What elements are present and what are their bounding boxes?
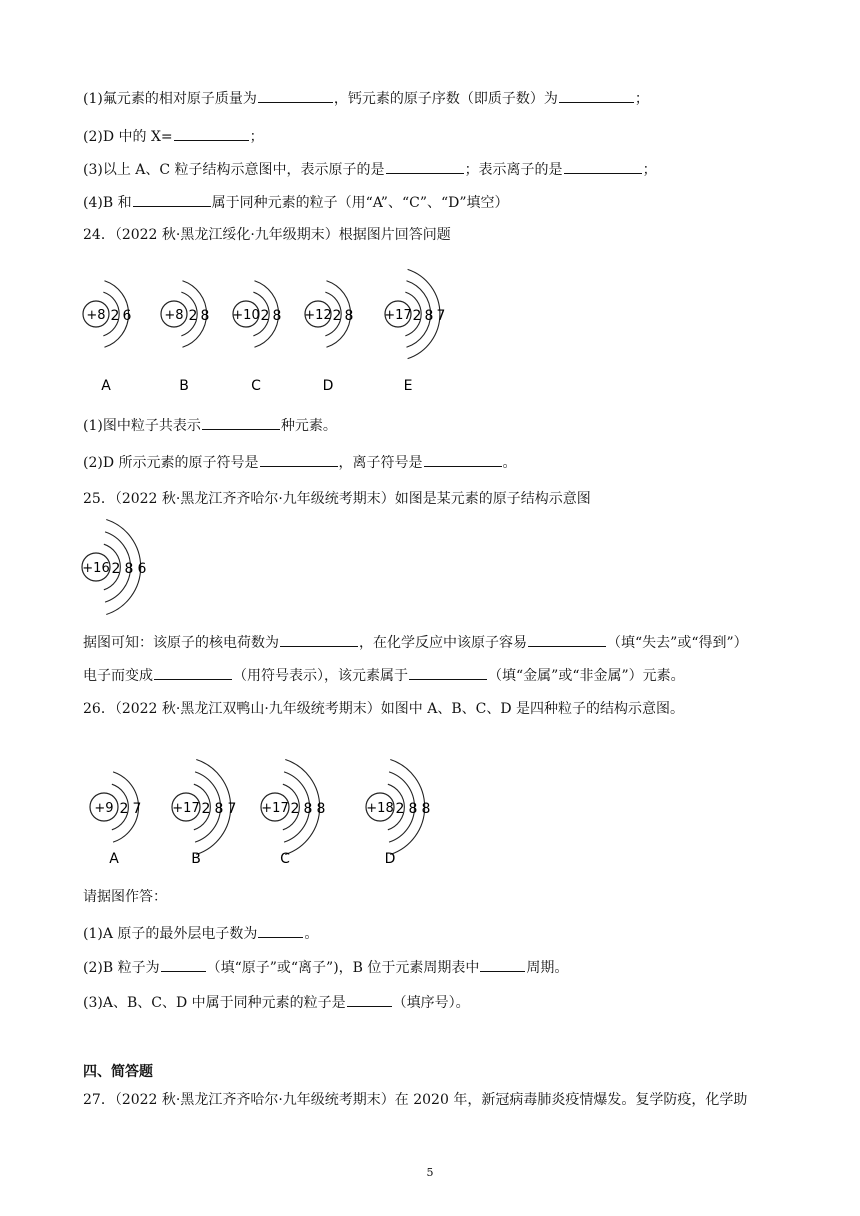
answer-blank[interactable] — [564, 159, 642, 174]
shell-electron-count: 8 — [214, 801, 224, 817]
atom-diagram — [384, 269, 445, 394]
atom-diagram — [82, 520, 147, 615]
atom-diagram — [304, 281, 353, 394]
diagram-label: C — [280, 851, 290, 867]
answer-blank[interactable] — [258, 923, 303, 938]
answer-blank[interactable] — [424, 452, 502, 467]
nucleus-charge: +18 — [366, 801, 394, 816]
answer-blank[interactable] — [260, 452, 338, 467]
answer-blank[interactable] — [347, 992, 392, 1007]
answer-blank[interactable] — [161, 957, 206, 972]
atom-diagram — [366, 760, 430, 868]
question-24-title: 24．（2022 秋·黑龙江绥化·九年级期末）根据图片回答问题 — [83, 227, 451, 243]
figure-25-atomic-structure — [80, 515, 180, 620]
atom-diagram — [90, 772, 141, 867]
answer-blank[interactable] — [174, 126, 249, 141]
nucleus-charge: +17 — [172, 801, 200, 816]
q26-item-1: (1)A 原子的最外层电子数为 。 — [83, 923, 318, 944]
shell-electron-count: 8 — [408, 801, 418, 817]
figure-24-atomic-structures — [80, 262, 480, 402]
atom-diagram — [161, 281, 209, 394]
question-25-title: 25．（2022 秋·黑龙江齐齐哈尔·九年级统考期末）如图是某元素的原子结构示意图 — [83, 491, 591, 507]
diagram-label: A — [109, 851, 119, 867]
shell-electron-count: 2 — [290, 801, 300, 817]
figure-26-atomic-structures — [82, 745, 462, 875]
q25-line-2: 电子而变成 （用符号表示），该元素属于 （填“金属”或“非金属”）元素。 — [83, 665, 685, 686]
shell-electron-count: 2 — [395, 801, 405, 817]
shell-electron-count: 7 — [227, 801, 237, 817]
q25-line-1: 据图可知：该原子的核电荷数为 ，在化学反应中该原子容易 （填“失去”或“得到”） — [83, 632, 748, 653]
atom-diagram — [83, 281, 132, 394]
nucleus-charge: +17 — [261, 801, 289, 816]
shell-electron-count: 8 — [316, 801, 326, 817]
diagram-label: C — [251, 378, 261, 394]
answer-blank[interactable] — [258, 88, 333, 103]
shell-electron-count: 2 — [119, 801, 129, 817]
nucleus-charge: +16 — [82, 561, 110, 576]
shell-electron-count: 2 — [260, 308, 270, 324]
atom-diagram — [232, 281, 281, 394]
q26-item-2: (2)B 粒子为 （填“原子”或“离子”)，B 位于元素周期表中 周期。 — [83, 957, 568, 978]
question-26-title: 26．（2022 秋·黑龙江双鸭山·九年级统考期末）如图中 A、B、C、D 是四种粒子的结构示意图。 — [83, 701, 685, 717]
q23-item-3: (3)以上 A、C 粒子结构示意图中，表示原子的是 ；表示离子的是 ； — [83, 159, 657, 180]
shell-electron-count: 8 — [421, 801, 431, 817]
answer-blank[interactable] — [559, 88, 634, 103]
answer-blank[interactable] — [133, 192, 211, 207]
section-4-heading: 四、简答题 — [83, 1064, 153, 1080]
shell-electron-count: 8 — [424, 308, 434, 324]
shell-electron-count: 8 — [124, 561, 134, 577]
answer-blank[interactable] — [154, 665, 232, 680]
answer-blank[interactable] — [386, 159, 464, 174]
shell-electron-count: 6 — [122, 308, 132, 324]
q26-item-3: (3)A、B、C、D 中属于同种元素的粒子是 （填序号）。 — [83, 992, 470, 1013]
shell-electron-count: 7 — [436, 308, 446, 324]
diagram-label: B — [179, 378, 189, 394]
shell-electron-count: 8 — [200, 308, 210, 324]
shell-electron-count: 8 — [272, 308, 282, 324]
shell-electron-count: 2 — [332, 308, 342, 324]
atom-diagram — [261, 760, 325, 868]
answer-blank[interactable] — [409, 665, 487, 680]
diagram-label: B — [191, 851, 201, 867]
nucleus-charge: +10 — [232, 308, 260, 323]
question-27-title: 27．（2022 秋·黑龙江齐齐哈尔·九年级统考期末）在 2020 年，新冠病毒肺炎疫情爆发。复学防疫，化学助 — [83, 1092, 748, 1108]
shell-electron-count: 2 — [201, 801, 211, 817]
nucleus-charge: +8 — [164, 308, 184, 323]
shell-electron-count: 2 — [188, 308, 198, 324]
answer-blank[interactable] — [480, 957, 525, 972]
q23-item-4: (4)B 和 属于同种元素的粒子（用“A”、“C”、“D”填空） — [83, 192, 509, 213]
page-number: 5 — [426, 1166, 434, 1179]
shell-electron-count: 8 — [344, 308, 354, 324]
nucleus-charge: +17 — [384, 308, 412, 323]
diagram-label: D — [384, 851, 396, 867]
diagram-label: D — [322, 378, 334, 394]
answer-blank[interactable] — [528, 632, 606, 647]
atom-diagram — [172, 760, 236, 868]
answer-blank[interactable] — [280, 632, 358, 647]
q26-intro: 请据图作答： — [83, 889, 167, 905]
q24-item-2: (2)D 所示元素的原子符号是 ，离子符号是 。 — [83, 452, 517, 473]
shell-electron-count: 2 — [110, 308, 120, 324]
shell-electron-count: 2 — [111, 561, 121, 577]
answer-blank[interactable] — [202, 415, 280, 430]
diagram-label: E — [403, 378, 413, 394]
q24-item-1: (1)图中粒子共表示 种元素。 — [83, 415, 337, 436]
q23-item-1: (1)氟元素的相对原子质量为 ，钙元素的原子序数（即质子数）为 ； — [83, 88, 649, 109]
shell-electron-count: 2 — [412, 308, 422, 324]
shell-electron-count: 6 — [137, 561, 147, 577]
nucleus-charge: +9 — [94, 801, 114, 816]
shell-electron-count: 8 — [303, 801, 313, 817]
shell-electron-count: 7 — [132, 801, 142, 817]
nucleus-charge: +12 — [304, 308, 332, 323]
q23-item-2: (2)D 中的 X= ； — [83, 126, 264, 147]
nucleus-charge: +8 — [86, 308, 106, 323]
diagram-label: A — [101, 378, 111, 394]
